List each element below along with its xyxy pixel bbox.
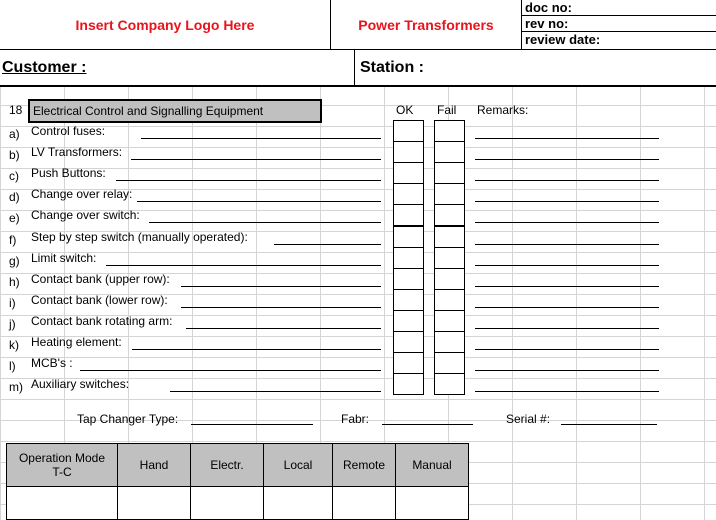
operation-cell[interactable]: [7, 487, 118, 520]
ok-checkbox[interactable]: [393, 141, 424, 163]
manual-header: Manual: [396, 444, 469, 487]
item-letter: l): [9, 359, 16, 373]
item-letter: i): [9, 296, 16, 310]
item-letter: g): [9, 254, 20, 268]
item-entry-line[interactable]: [106, 265, 381, 266]
remarks-column-header: Remarks:: [477, 103, 529, 117]
section-title: Electrical Control and Signalling Equipment: [28, 99, 322, 123]
item-entry-line[interactable]: [80, 370, 381, 371]
fail-checkbox[interactable]: [434, 183, 465, 205]
item-label: Step by step switch (manually operated):: [31, 230, 248, 244]
company-logo-placeholder: Insert Company Logo Here: [0, 0, 331, 49]
fail-checkbox[interactable]: [434, 226, 465, 248]
ok-checkbox[interactable]: [393, 226, 424, 248]
item-entry-line[interactable]: [131, 159, 381, 160]
review-date-field[interactable]: review date:: [525, 32, 601, 47]
item-letter: k): [9, 338, 19, 352]
item-entry-line[interactable]: [132, 349, 381, 350]
item-entry-line[interactable]: [274, 244, 381, 245]
item-entry-line[interactable]: [181, 307, 381, 308]
ok-checkbox[interactable]: [393, 247, 424, 269]
remote-cell[interactable]: [333, 487, 396, 520]
document-header: [0, 0, 716, 50]
remarks-line[interactable]: [475, 244, 659, 245]
serial-field[interactable]: [561, 424, 657, 425]
item-label: Auxiliary switches:: [31, 377, 130, 391]
station-label: Station :: [360, 59, 424, 76]
item-letter: b): [9, 148, 20, 162]
remarks-line[interactable]: [475, 138, 659, 139]
operation-mode-table: [6, 443, 469, 520]
fabr-label: Fabr:: [341, 412, 370, 426]
remote-header: Remote: [333, 444, 396, 487]
section-number: 18: [9, 103, 23, 117]
item-letter: c): [9, 169, 19, 183]
ok-checkbox[interactable]: [393, 183, 424, 205]
divider: [354, 50, 355, 85]
document-title: Power Transformers: [331, 0, 522, 49]
item-entry-line[interactable]: [170, 391, 381, 392]
item-entry-line[interactable]: [149, 222, 381, 223]
item-letter: d): [9, 190, 20, 204]
fail-checkbox[interactable]: [434, 162, 465, 184]
fail-checkbox[interactable]: [434, 204, 465, 226]
remarks-line[interactable]: [475, 328, 659, 329]
item-entry-line[interactable]: [137, 201, 381, 202]
item-letter: j): [9, 317, 16, 331]
item-label: Change over relay:: [31, 187, 133, 201]
electr-cell[interactable]: [191, 487, 264, 520]
customer-station-bar: [0, 50, 716, 87]
local-cell[interactable]: [264, 487, 333, 520]
remarks-line[interactable]: [475, 391, 659, 392]
fail-checkbox[interactable]: [434, 352, 465, 374]
fail-checkbox[interactable]: [434, 310, 465, 332]
remarks-line[interactable]: [475, 222, 659, 223]
ok-checkbox[interactable]: [393, 310, 424, 332]
remarks-line[interactable]: [475, 349, 659, 350]
hand-header: Hand: [118, 444, 191, 487]
ok-checkbox[interactable]: [393, 268, 424, 290]
fail-column-header: Fail: [437, 103, 457, 117]
ok-checkbox[interactable]: [393, 120, 424, 142]
fail-checkbox[interactable]: [434, 268, 465, 290]
fail-checkbox[interactable]: [434, 141, 465, 163]
remarks-line[interactable]: [475, 180, 659, 181]
item-label: Limit switch:: [31, 251, 97, 265]
ok-checkbox[interactable]: [393, 331, 424, 353]
item-label: MCB's :: [31, 356, 73, 370]
customer-label: Customer :: [2, 59, 87, 76]
fail-checkbox[interactable]: [434, 331, 465, 353]
operation-mode-header: [7, 444, 118, 487]
tap-changer-type-field[interactable]: [191, 424, 313, 425]
item-letter: e): [9, 211, 20, 225]
item-letter: f): [9, 233, 17, 247]
ok-checkbox[interactable]: [393, 352, 424, 374]
tap-changer-type-label: Tap Changer Type:: [77, 412, 179, 426]
ok-checkbox[interactable]: [393, 162, 424, 184]
operation-table-row: [7, 487, 469, 520]
item-letter: h): [9, 275, 20, 289]
item-label: Contact bank (upper row):: [31, 272, 170, 286]
fail-checkbox[interactable]: [434, 289, 465, 311]
item-label: Contact bank rotating arm:: [31, 314, 173, 328]
item-label: Contact bank (lower row):: [31, 293, 168, 307]
item-label: Push Buttons:: [31, 166, 106, 180]
ok-checkbox[interactable]: [393, 204, 424, 226]
doc-no-field[interactable]: doc no:: [522, 0, 716, 16]
item-letter: m): [9, 380, 23, 394]
rev-no-field[interactable]: rev no:: [522, 16, 716, 32]
fail-checkbox[interactable]: [434, 247, 465, 269]
operation-mode-header-text: Operation Mode T-C: [18, 451, 106, 479]
remarks-line[interactable]: [475, 286, 659, 287]
item-label: Control fuses:: [31, 124, 106, 138]
item-entry-line[interactable]: [116, 180, 381, 181]
item-label: Change over switch:: [31, 208, 140, 222]
ok-checkbox[interactable]: [393, 289, 424, 311]
item-entry-line[interactable]: [141, 138, 381, 139]
remarks-line[interactable]: [475, 370, 659, 371]
remarks-line[interactable]: [475, 307, 659, 308]
operation-table-header-row: [7, 444, 469, 487]
remarks-line[interactable]: [475, 265, 659, 266]
fail-checkbox[interactable]: [434, 373, 465, 395]
local-header: Local: [264, 444, 333, 487]
fabr-field[interactable]: [382, 424, 473, 425]
electr-header: Electr.: [191, 444, 264, 487]
fail-checkbox[interactable]: [434, 120, 465, 142]
item-label: Heating element:: [31, 335, 122, 349]
remarks-line[interactable]: [475, 159, 659, 160]
hand-cell[interactable]: [118, 487, 191, 520]
manual-cell[interactable]: [396, 487, 469, 520]
ok-checkbox[interactable]: [393, 373, 424, 395]
item-label: LV Transformers:: [31, 145, 123, 159]
item-entry-line[interactable]: [186, 328, 381, 329]
ok-column-header: OK: [396, 103, 414, 117]
item-entry-line[interactable]: [181, 286, 381, 287]
item-letter: a): [9, 127, 20, 141]
serial-label: Serial #:: [506, 412, 551, 426]
remarks-line[interactable]: [475, 201, 659, 202]
